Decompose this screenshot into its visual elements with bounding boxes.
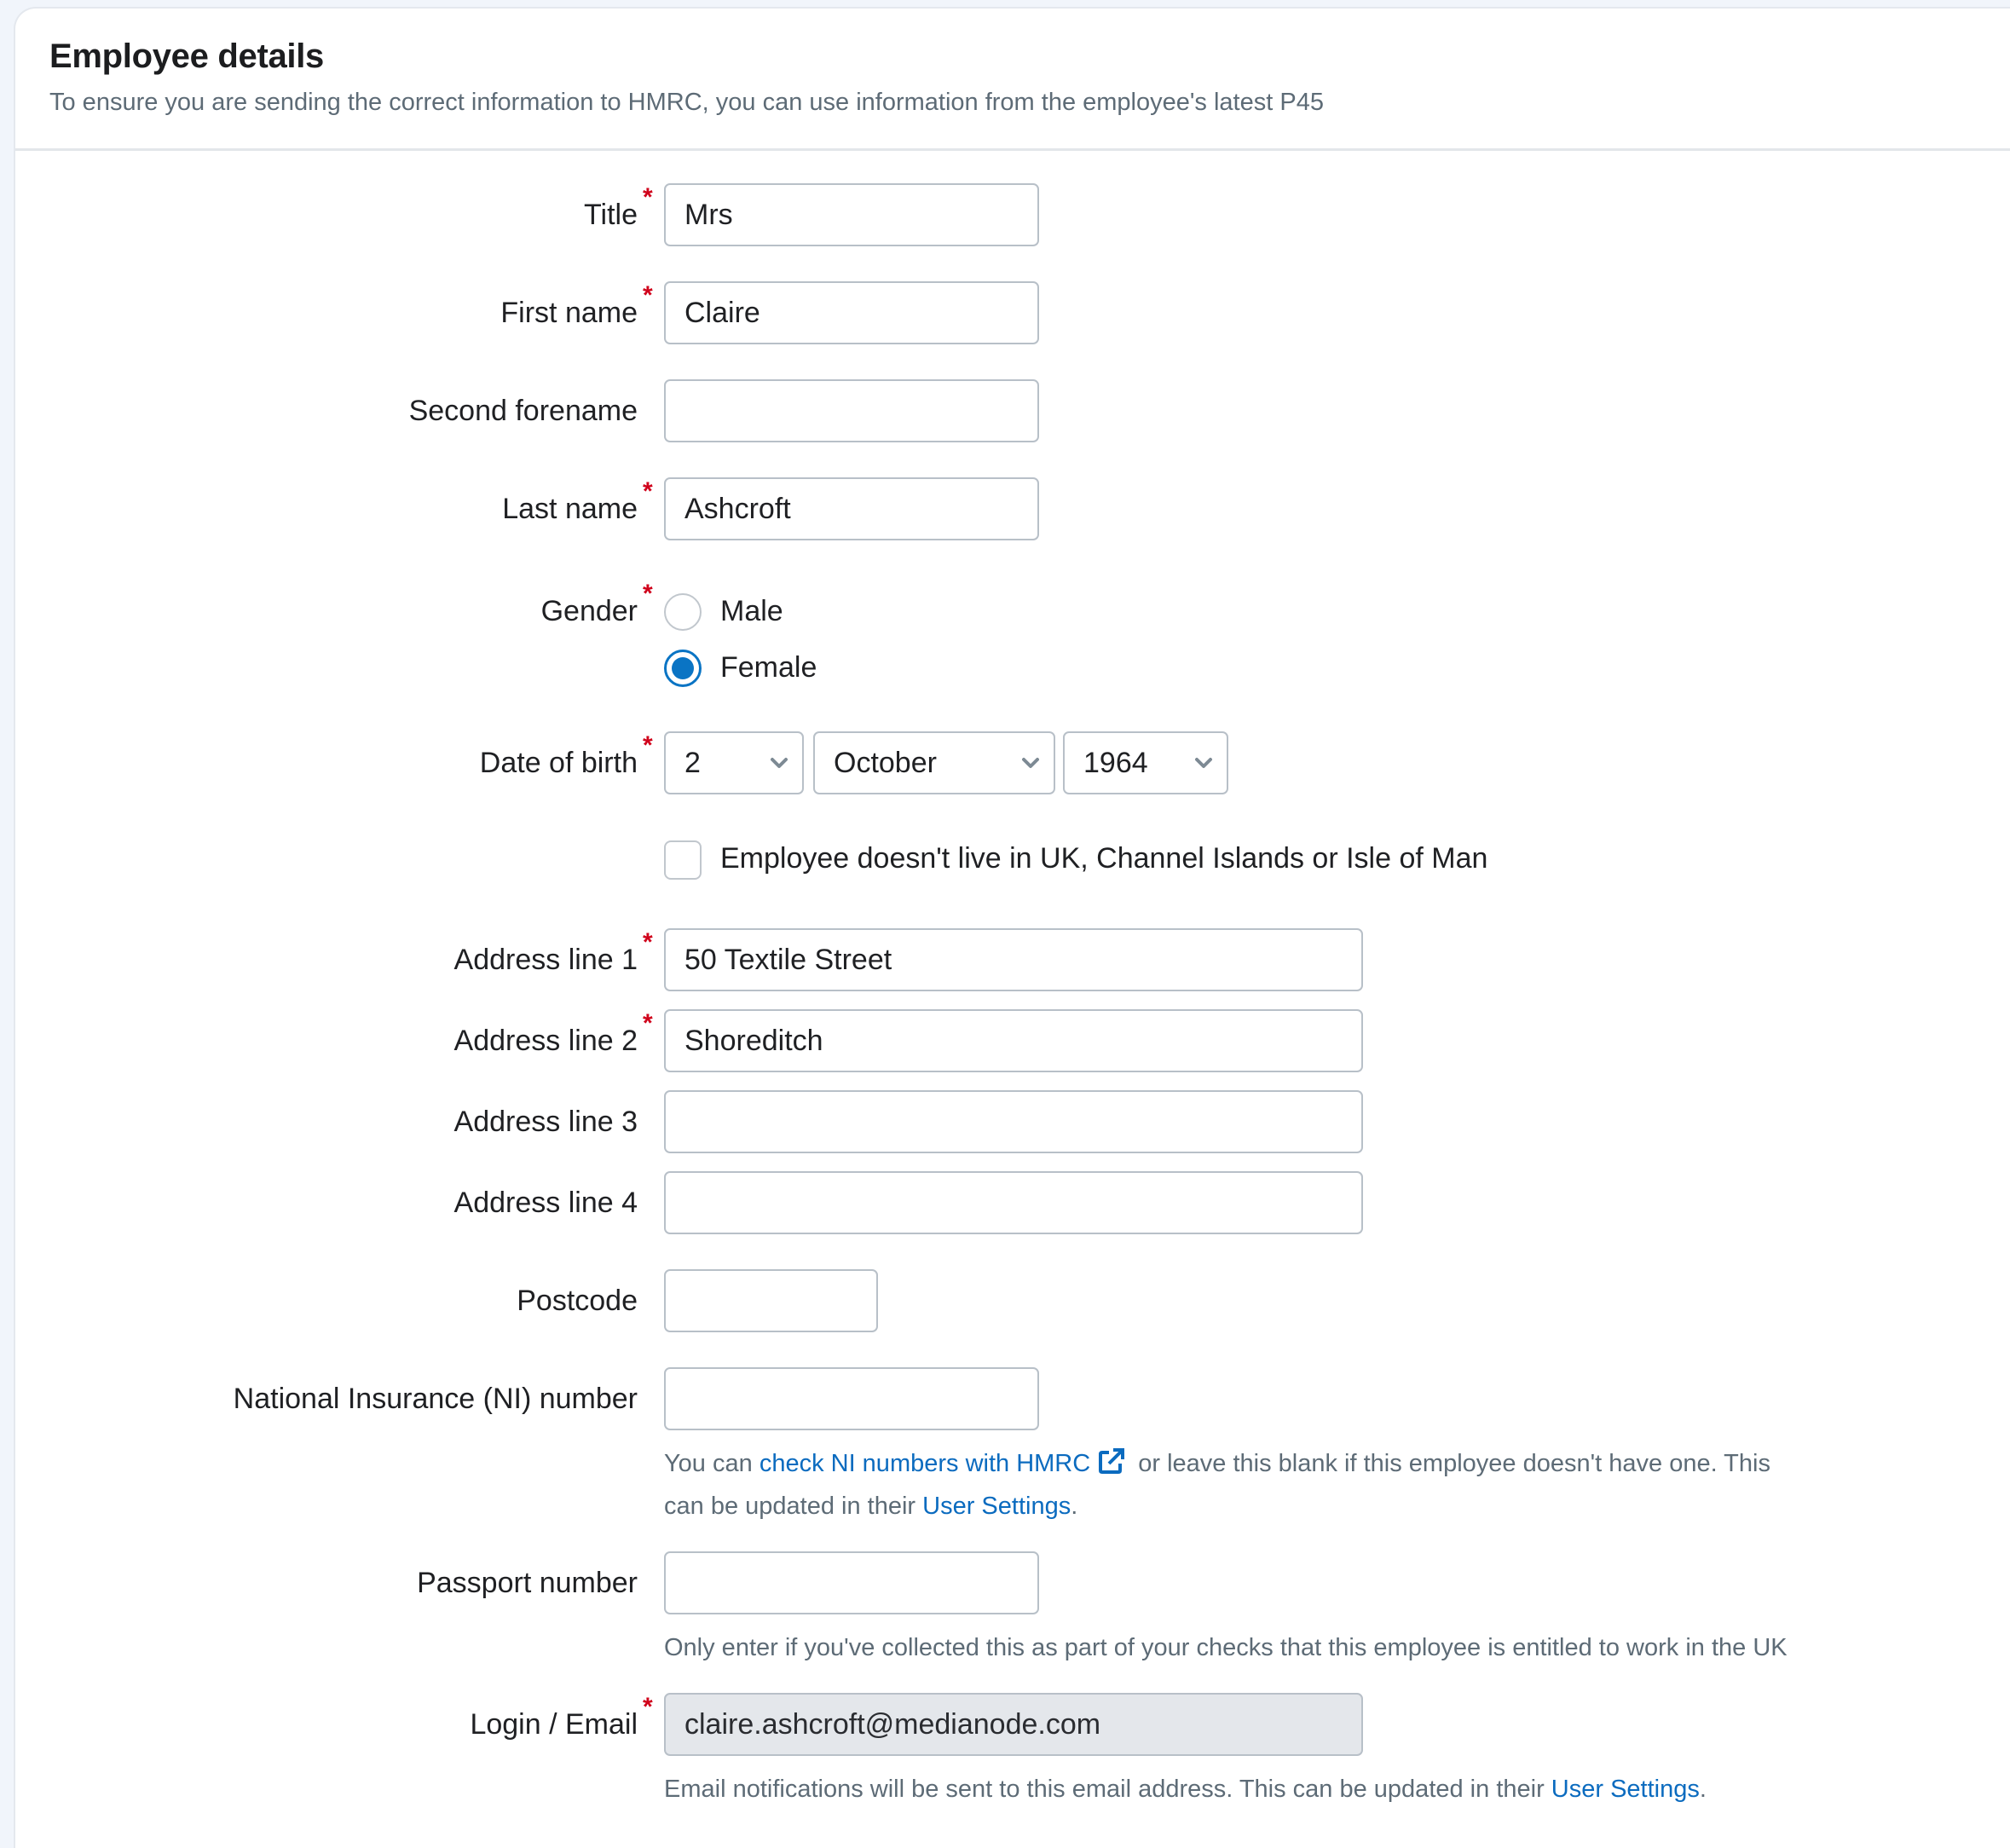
- ni-number-hint-line-2: [664, 1485, 1077, 1527]
- chevron-down-icon: [1194, 756, 1213, 770]
- gender-label: Gender: [540, 595, 638, 627]
- address-line-3-input[interactable]: [664, 1090, 1363, 1153]
- female-radio-label[interactable]: Female: [720, 651, 817, 684]
- login-email-label: Login / Email: [470, 1708, 638, 1741]
- required-marker: *: [643, 183, 653, 211]
- first-name-label: First name: [500, 297, 638, 329]
- postcode-label: Postcode: [517, 1285, 638, 1317]
- address-line-2-label: Address line 2: [453, 1025, 638, 1057]
- email-hint-prefix: Email notifications will be sent to this email address. This can be updated in their: [664, 1776, 1551, 1803]
- ni-hint-line2-suffix: .: [1071, 1493, 1078, 1520]
- ni-hint-line2-prefix: can be updated in their: [664, 1493, 923, 1520]
- required-marker: *: [643, 281, 653, 309]
- page-subtitle: To ensure you are sending the correct information to HMRC, you can use information from the employee's latest P45: [49, 89, 1324, 116]
- address-line-1-input[interactable]: 50 Textile Street: [664, 928, 1363, 991]
- passport-number-label: Passport number: [417, 1567, 638, 1599]
- date-of-birth-label: Date of birth: [479, 747, 638, 779]
- required-marker: *: [643, 731, 653, 759]
- passport-number-input[interactable]: [664, 1551, 1039, 1614]
- dob-day-value: 2: [684, 747, 701, 779]
- postcode-input[interactable]: [664, 1269, 878, 1332]
- chevron-down-icon: [770, 756, 788, 770]
- dob-year-value: 1964: [1083, 747, 1148, 779]
- non-uk-resident-label[interactable]: Employee doesn't live in UK, Channel Islands or Isle of Man: [720, 842, 1488, 875]
- female-radio[interactable]: [664, 650, 702, 687]
- second-forename-input[interactable]: [664, 379, 1039, 442]
- title-label: Title: [584, 199, 638, 231]
- ni-hint-middle: or leave this blank if this employee doesn't have one. This: [1131, 1450, 1770, 1477]
- dob-month-value: October: [834, 747, 937, 779]
- title-input[interactable]: Mrs: [664, 183, 1039, 246]
- male-radio[interactable]: [664, 593, 702, 631]
- user-settings-link[interactable]: User Settings: [922, 1493, 1071, 1520]
- page-title: Employee details: [49, 38, 324, 75]
- check-ni-numbers-link[interactable]: check NI numbers with HMRC: [759, 1450, 1091, 1477]
- last-name-input[interactable]: Ashcroft: [664, 477, 1039, 540]
- required-marker: *: [643, 928, 653, 956]
- chevron-down-icon: [1021, 756, 1040, 770]
- ni-hint-prefix: You can: [664, 1450, 760, 1477]
- address-line-1-label: Address line 1: [453, 944, 638, 976]
- dob-month-select[interactable]: [813, 731, 1055, 794]
- second-forename-label: Second forename: [408, 395, 638, 427]
- user-settings-link[interactable]: User Settings: [1551, 1776, 1700, 1803]
- card-header: [15, 9, 2010, 151]
- login-email-hint: [664, 1768, 1707, 1810]
- dob-day-select[interactable]: [664, 731, 804, 794]
- first-name-input[interactable]: Claire: [664, 281, 1039, 344]
- male-radio-label[interactable]: Male: [720, 595, 783, 627]
- last-name-label: Last name: [502, 493, 638, 525]
- ni-number-hint: [664, 1442, 1770, 1485]
- dob-year-select[interactable]: [1063, 731, 1228, 794]
- required-marker: *: [643, 1009, 653, 1037]
- passport-number-hint: Only enter if you've collected this as part of your checks that this employee is entitled to work in the UK: [664, 1634, 1788, 1661]
- non-uk-resident-checkbox[interactable]: [664, 840, 702, 880]
- login-email-input: claire.ashcroft@medianode.com: [664, 1693, 1363, 1756]
- email-hint-suffix: .: [1699, 1776, 1707, 1803]
- required-marker: *: [643, 580, 653, 608]
- address-line-3-label: Address line 3: [453, 1106, 638, 1138]
- external-link-icon[interactable]: [1097, 1447, 1126, 1476]
- required-marker: *: [643, 477, 653, 505]
- employee-details-card: [14, 7, 2010, 1848]
- address-line-4-label: Address line 4: [453, 1187, 638, 1219]
- ni-number-input[interactable]: [664, 1367, 1039, 1430]
- required-marker: *: [643, 1693, 653, 1721]
- address-line-2-input[interactable]: Shoreditch: [664, 1009, 1363, 1072]
- ni-number-label: National Insurance (NI) number: [233, 1383, 638, 1415]
- address-line-4-input[interactable]: [664, 1171, 1363, 1234]
